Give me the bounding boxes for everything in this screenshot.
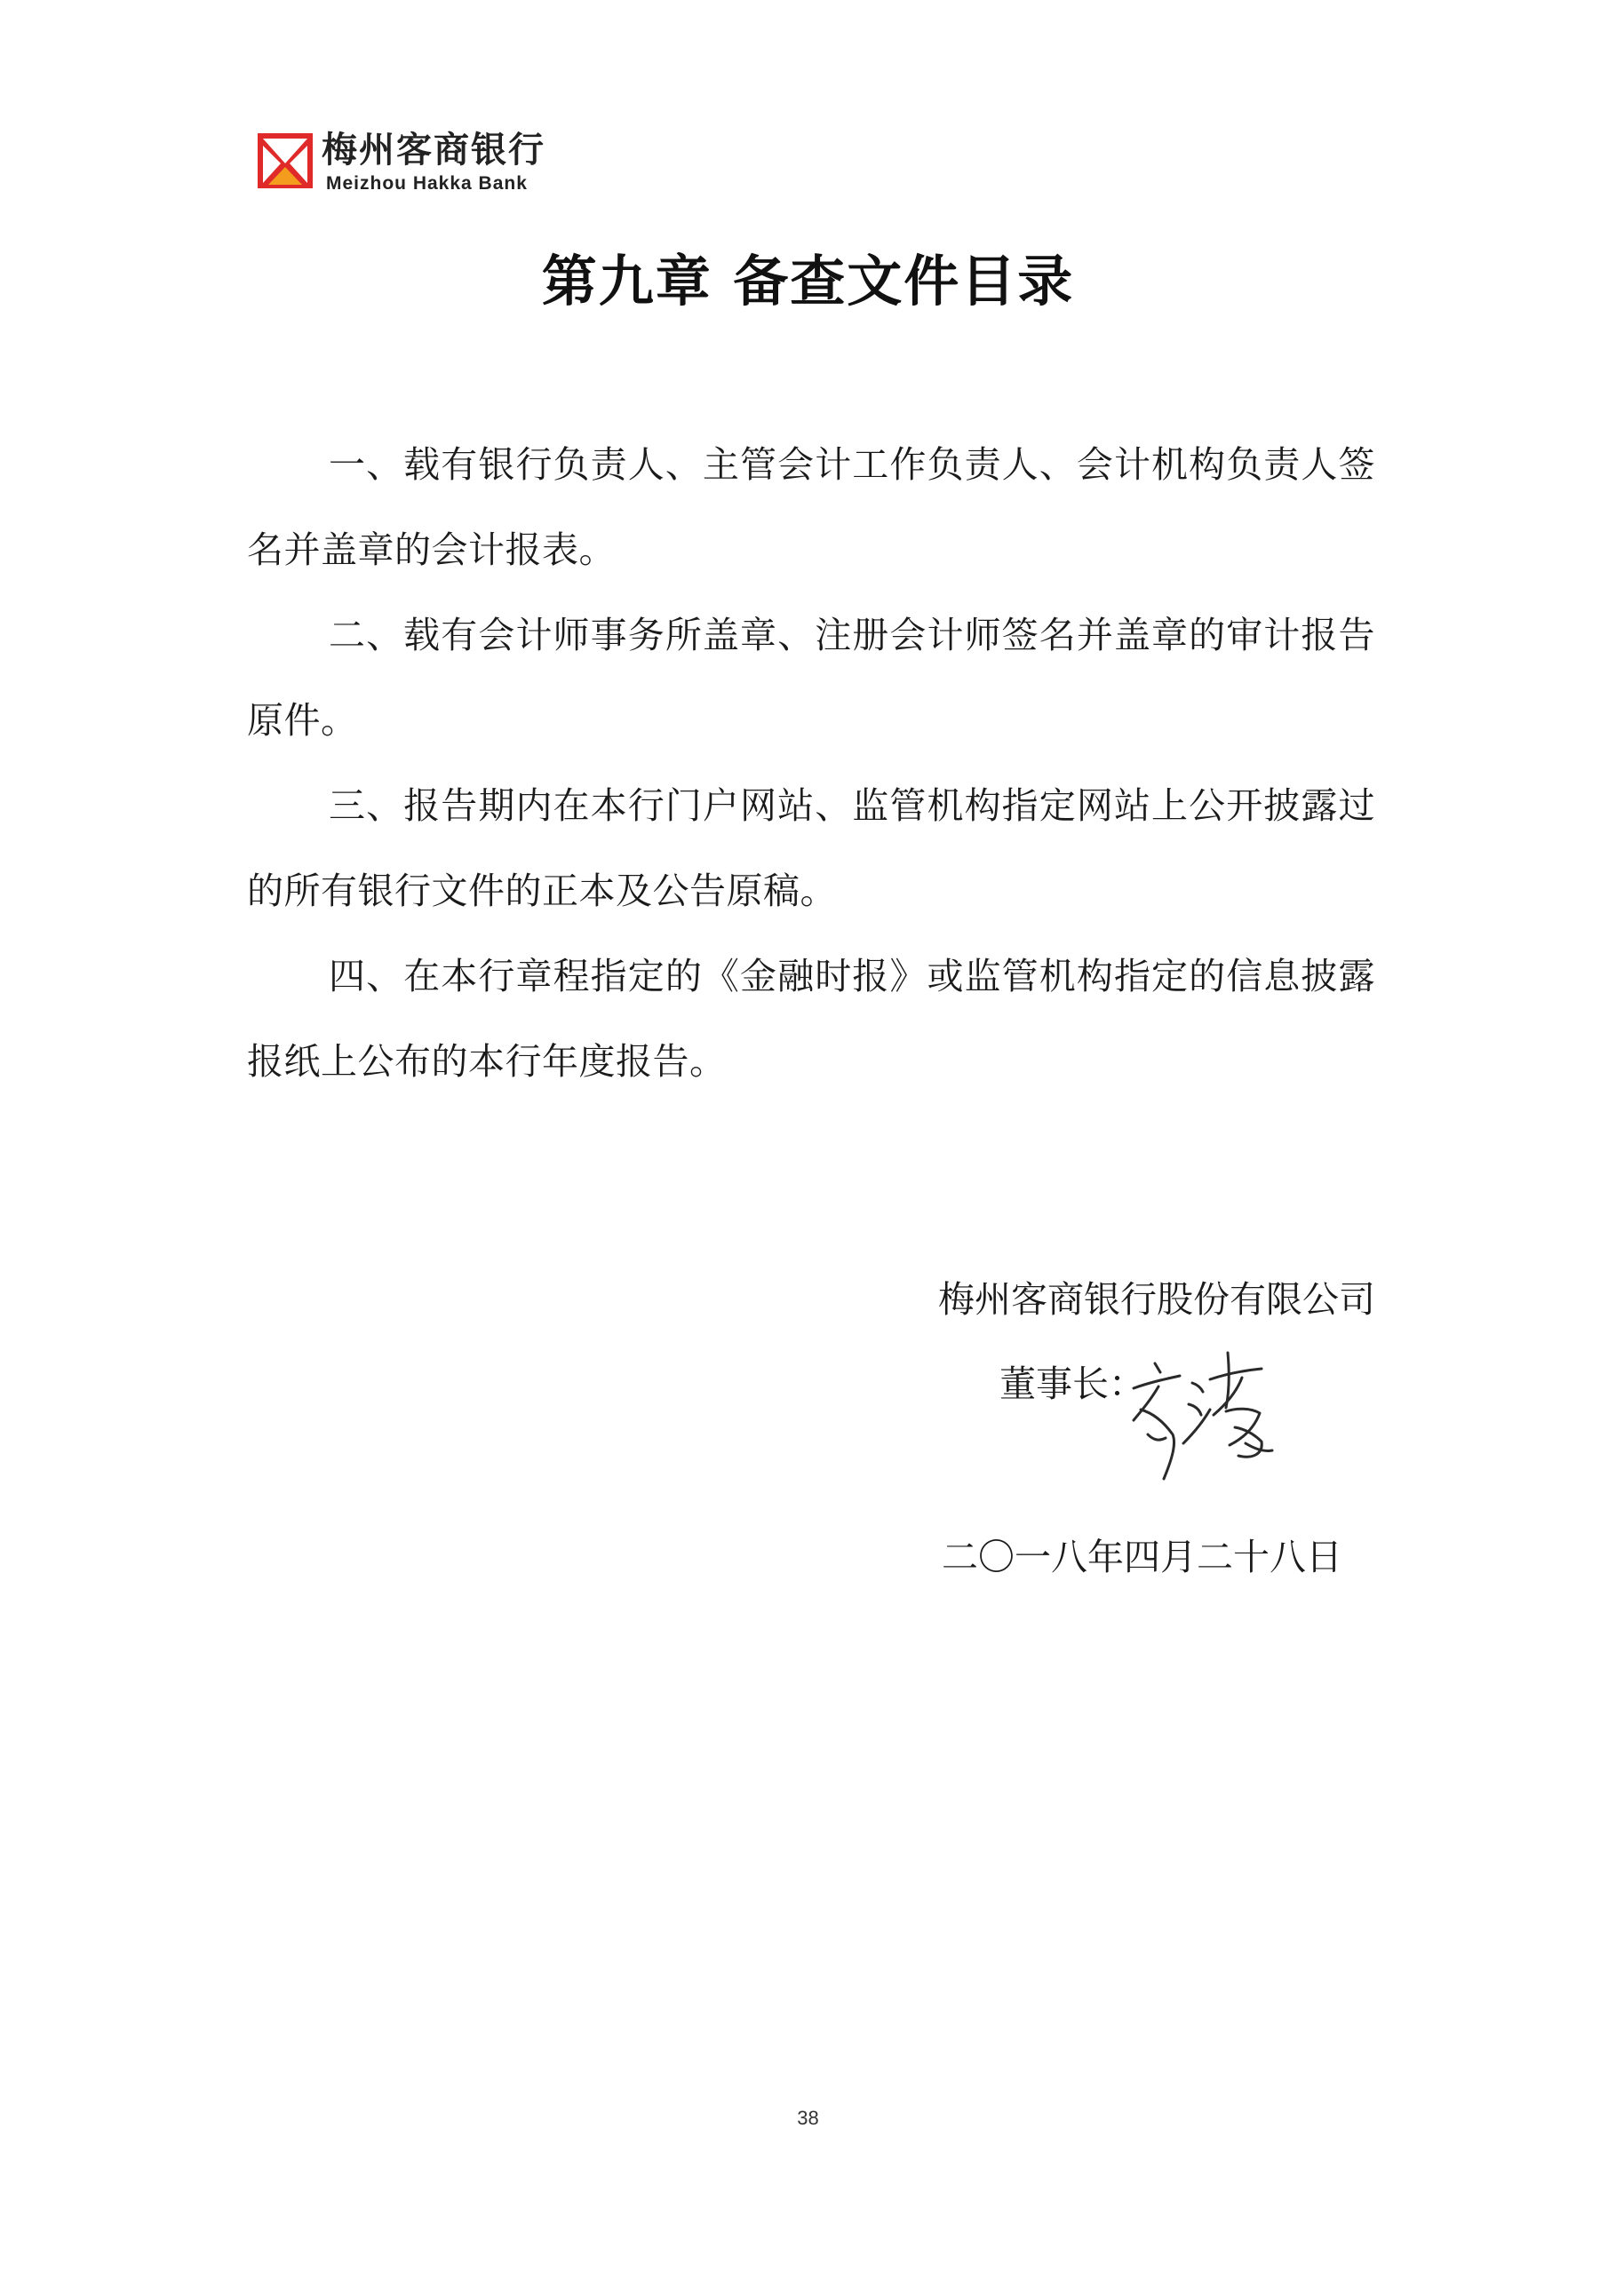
handwritten-signature bbox=[1121, 1346, 1299, 1501]
bank-logo-icon bbox=[258, 133, 313, 188]
document-body bbox=[247, 422, 1375, 1104]
paragraph-3: 三、报告期内在本行门户网站、监管机构指定网站上公开披露过的所有银行文件的正本及公告原稿。 bbox=[247, 784, 1375, 912]
bank-name-cn: 梅州客商银行 bbox=[322, 129, 545, 171]
bank-name-en: Meizhou Hakka Bank bbox=[326, 173, 528, 194]
signature-date: 二〇一八年四月二十八日 bbox=[942, 1536, 1342, 1578]
paragraph-2: 二、载有会计师事务所盖章、注册会计师签名并盖章的审计报告原件。 bbox=[247, 614, 1375, 742]
bank-logo bbox=[258, 129, 577, 200]
chairman-label: 董事长： bbox=[999, 1363, 1145, 1405]
paragraph-4: 四、在本行章程指定的《金融时报》或监管机构指定的信息披露报纸上公布的本行年度报告。 bbox=[247, 955, 1375, 1083]
page-title: 第九章 备查文件目录 bbox=[541, 249, 1075, 314]
page-number: 38 bbox=[797, 2107, 819, 2129]
company-name: 梅州客商银行股份有限公司 bbox=[938, 1278, 1375, 1321]
paragraph-1: 一、载有银行负责人、主管会计工作负责人、会计机构负责人签名并盖章的会计报表。 bbox=[247, 443, 1375, 571]
